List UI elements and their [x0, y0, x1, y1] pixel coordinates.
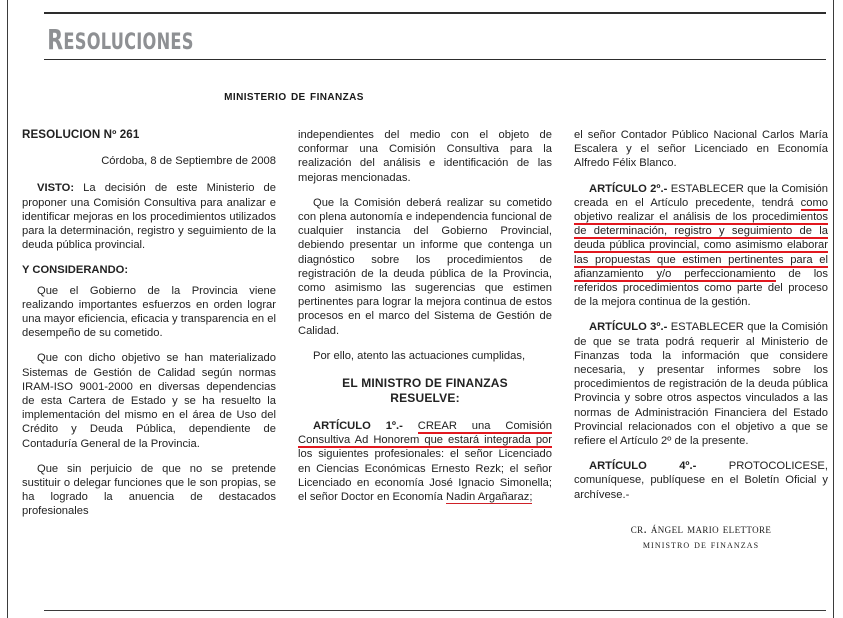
articulo-2-post: de los referidos procedimientos como parte del proceso de la mejora continua de la gestión.	[574, 267, 828, 309]
visto-paragraph	[22, 181, 276, 252]
col2-para-1: independientes del medio con el objeto de conformar una Comisión Consultiva para la realización del análisis e identificación de las mejoras mencionadas.	[298, 129, 552, 184]
header-rule-bottom	[44, 59, 826, 60]
resolution-number: RESOLUCION Nº 261	[22, 128, 140, 141]
articulo-3-paragraph	[574, 320, 828, 448]
signature-block	[574, 522, 828, 552]
col2-para-3: Por ello, atento las actuaciones cumplidas,	[313, 349, 526, 362]
page-border-right	[833, 0, 834, 618]
masthead-title: ministerio de finanzas	[224, 88, 364, 104]
articulo-1-rest: los siguientes profesionales: el señor Licenciado en Ciencias Económicas Ernesto Rezk; el señor Licenciado en economía José Ignacio Simonella; el señor Doctor en Economía	[298, 448, 552, 504]
articulo-4-body: PROTOCOLICESE, comuníquese, publíquese en el Boletín Oficial y archívese.-	[574, 460, 829, 501]
articulo-2-highlight: como objetivo realizar el análisis de los procedimientos de determinación, registro y seguimiento de la deuda pública provincial, como asimismo elaborar las propuestas que estimen pertinentes para el afianzamiento y/o perfeccionamiento	[574, 196, 828, 280]
signature-role: ministro de finanzas	[642, 539, 760, 552]
col2-para-2: Que la Comisión deberá realizar su cometido con plena autonomía e independencia funcional de cualquier instancia del Gobierno Provincial, debiendo presentar un informe que contenga un diagnóstico sobre los procedimientos de registración de la deuda pública de la Provincia, como asimismo las sugerencias que estimen pertinentes para lograr la mejora continua de estos procesos en el marco del Sistema de Gestión de Calidad.	[298, 196, 552, 337]
articulo-2-pre: ESTABLECER que la Comisión creada en el Artículo precedente, tendrá	[574, 182, 829, 209]
column-1	[22, 128, 276, 606]
articulo-1-label: ARTÍCULO 1º.-	[313, 420, 403, 433]
articulo-4-label: ARTÍCULO 4º.-	[589, 460, 697, 473]
articulo-3-body: ESTABLECER que la Comisión de que se trata podrá requerir al Ministerio de Finanzas toda la información que considere necesaria, y presentar informes sobre los procedimientos de registración de la deuda pública Provincia y sobre otros aspectos vinculados a las normas de Administración Financiera del Estado Provincial relacionados con el objetivo a que se refiere el Artículo 2º de la presente.	[574, 321, 829, 448]
articulo-1-highlight-2: Nadin Argañaraz;	[446, 491, 533, 504]
visto-body: La decisión de este Ministerio de proponer una Comisión Consultiva para analizar e identificar mejoras en los procedimientos utilizados para la determinación, registro y seguimiento de la deuda pública provincial.	[22, 182, 276, 252]
articulo-4-paragraph	[574, 459, 828, 502]
resuelve-heading	[298, 376, 552, 406]
section-header	[44, 12, 826, 60]
considerando-label: Y CONSIDERANDO:	[22, 264, 129, 277]
articulo-3-label: ARTÍCULO 3º.-	[589, 321, 668, 334]
column-2	[298, 128, 552, 606]
column-3	[574, 128, 828, 606]
resuelve-line-2: RESUELVE:	[390, 391, 460, 406]
articulo-2-label: ARTÍCULO 2º.-	[589, 182, 668, 195]
considerando-para-3: Que sin perjuicio de que no se pretende sustituir o delegar funciones que le son propias, se ha logrado la anuencia de destacados profesionales	[22, 462, 276, 518]
articulo-2-paragraph	[574, 182, 828, 310]
columns-container	[22, 128, 828, 606]
signature-name: cr. ángel mario elettore	[630, 520, 772, 536]
articulo-1-highlight: CREAR una Comisión Consultiva Ad Honorem que estará integrada por	[298, 420, 553, 447]
section-header-title: resoluciones	[47, 13, 194, 59]
col3-para-1: el señor Contador Público Nacional Carlos María Escalera y el señor Licenciado en Economía Alfredo Félix Blanco.	[574, 129, 828, 170]
resuelve-line-1: EL MINISTRO DE FINANZAS	[342, 376, 508, 391]
dateline: Córdoba, 8 de Septiembre de 2008	[101, 155, 276, 168]
page-border-bottom	[44, 610, 826, 611]
articulo-1-paragraph	[298, 419, 552, 504]
visto-label: VISTO:	[37, 182, 75, 195]
considerando-para-1: Que el Gobierno de la Provincia viene realizando importantes esfuerzos en orden lograr una mayor eficiencia, eficacia y transparencia en el desempeño de su cometido.	[22, 284, 276, 340]
considerando-para-2: Que con dicho objetivo se han materializado Sistemas de Gestión de Calidad según normas IRAM-ISO 9001-2000 en diversas dependencias de esta Cartera de Estado y se ha resuelto la implementación del mismo en el área de Uso del Crédito y Deuda Pública, dependiente de Contaduría General de la Provincia.	[22, 352, 276, 450]
page-border-left	[7, 0, 8, 618]
